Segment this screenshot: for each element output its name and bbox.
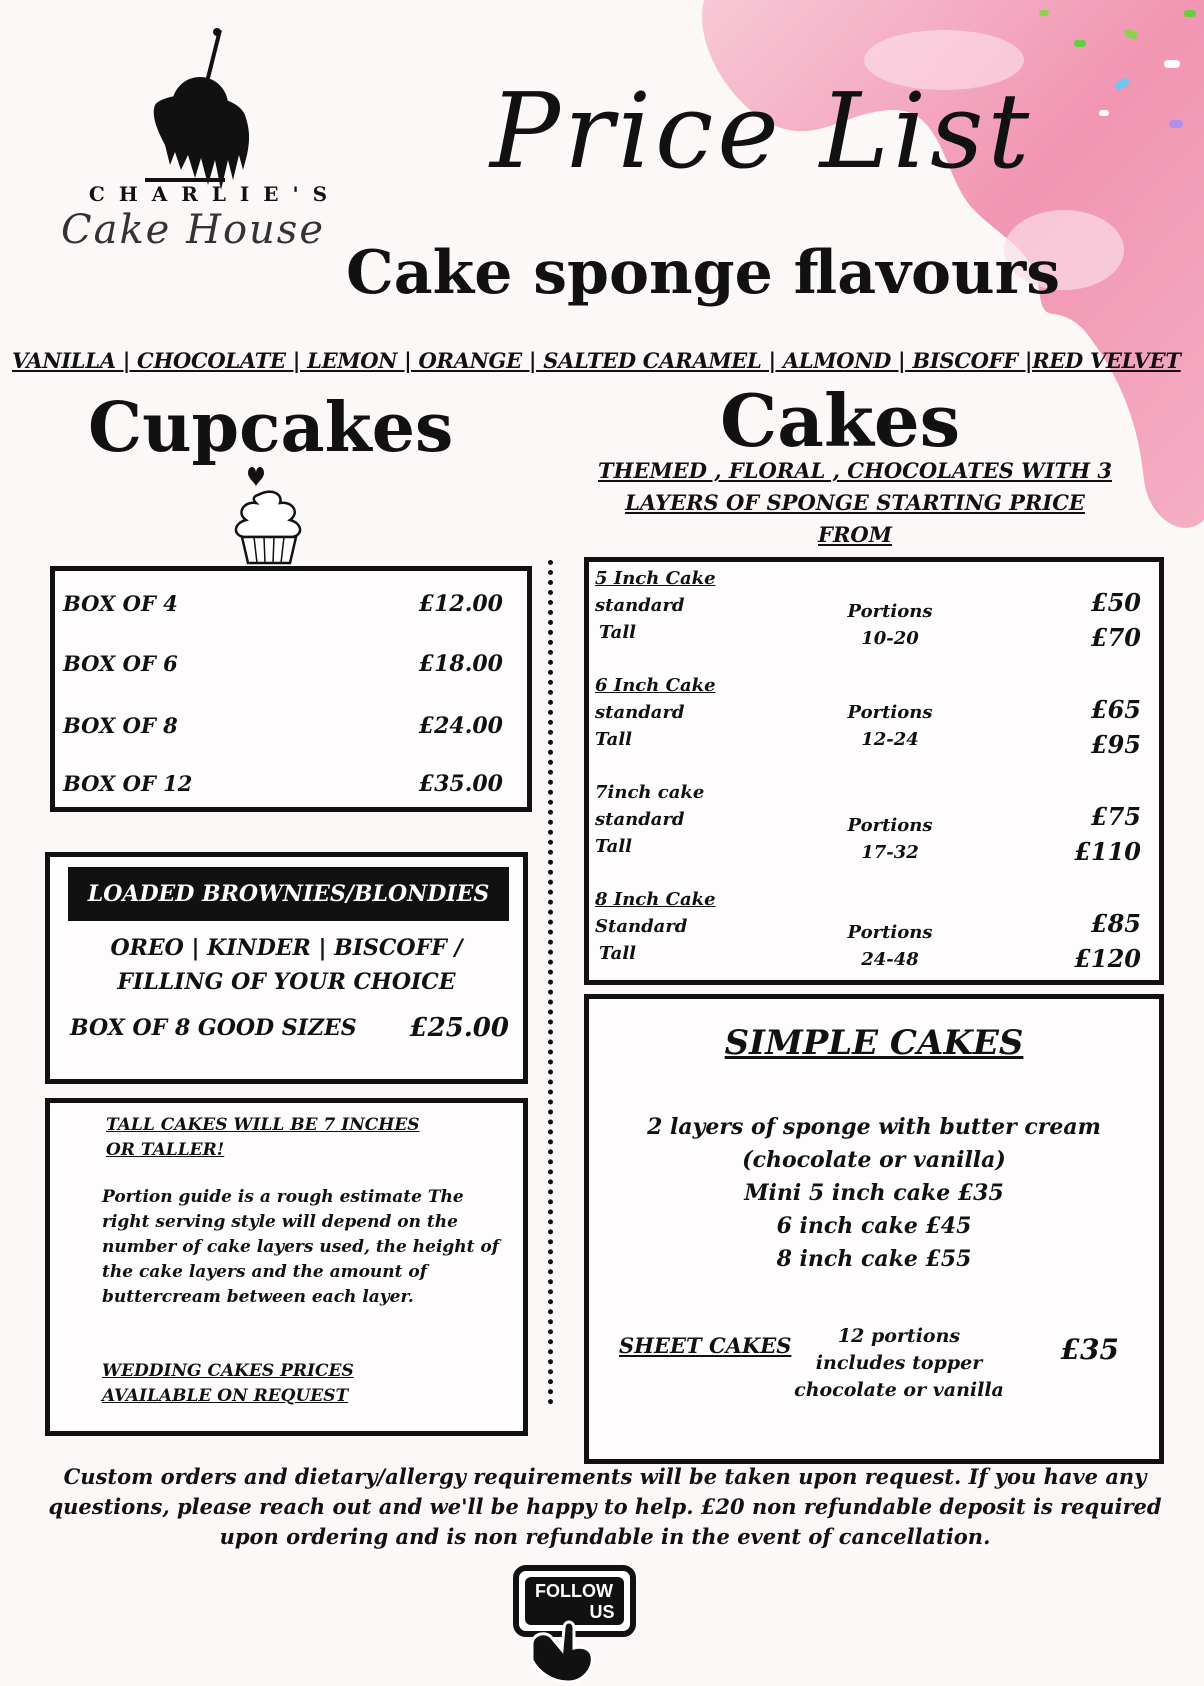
cake-portions-label: Portions [847,702,933,723]
cake-portions-range: 10-20 [861,628,919,649]
cupcake-row-price: £18.00 [418,651,503,677]
portion-guide-note: Portion guide is a rough estimate The right serving style will depend on the number of cake layers used, the height of the cake layers and the amount of buttercream between each layer. [102,1187,500,1307]
cake-portions-label: Portions [847,922,933,943]
page-title: Price List [490,70,1034,192]
cake-portions-range: 24-48 [861,949,919,970]
brownies-fillings [50,931,523,999]
simple-cakes-heading: SIMPLE CAKES [724,1023,1024,1063]
sheet-cakes-label: SHEET CAKES [619,1333,792,1358]
simple-cakes-line: 2 layers of sponge with butter cream [647,1114,1101,1140]
cake-size-name: 8 Inch Cake [595,889,716,910]
cake-price-standard: £85 [1090,909,1141,938]
cake-price-tall: £110 [1074,837,1141,866]
simple-cakes-details [589,1111,1159,1276]
notes-box [45,1098,528,1436]
brownies-box [45,852,528,1084]
cupcake-row-price: £24.00 [418,713,503,739]
cake-size-group [595,782,1155,882]
tall-cakes-note: TALL CAKES WILL BE 7 INCHES OR TALLER! [106,1115,420,1160]
cake-price-standard: £75 [1090,802,1141,831]
cake-size-name: 5 Inch Cake [595,568,716,589]
cake-price-tall: £70 [1090,623,1141,652]
cake-portions [815,812,965,866]
sheet-cakes-price: £35 [1060,1333,1119,1366]
wedding-cakes-note: WEDDING CAKES PRICES AVAILABLE ON REQUEST [102,1361,354,1406]
cake-size-group [595,675,1155,775]
cake-size-name: 6 Inch Cake [595,675,716,696]
cake-tall-label: Tall [599,943,637,964]
cake-portions-range: 12-24 [861,729,919,750]
sheet-cakes-info-line: includes topper [815,1352,983,1374]
cakes-description: THEMED , FLORAL , CHOCOLATES WITH 3 LAYERS OF SPONGE STARTING PRICE FROM [598,458,1112,547]
cupcake-row-label: BOX OF 8 [63,713,178,738]
cake-standard-label: standard [595,702,685,723]
cupcake-row-price: £35.00 [418,771,503,797]
follow-us-line2: US [589,1602,615,1622]
brownies-heading: LOADED BROWNIES/BLONDIES [68,867,509,921]
column-divider [548,560,553,1405]
cake-price-standard: £50 [1090,588,1141,617]
cake-tall-label: Tall [595,836,633,857]
cake-portions-range: 17-32 [861,842,919,863]
cake-portions [815,919,965,973]
cakes-heading: Cakes [720,378,961,463]
cake-tall-label: Tall [599,622,637,643]
simple-cakes-line: (chocolate or vanilla) [742,1147,1006,1173]
brownies-price: £25.00 [409,1013,509,1043]
cupcake-row-label: BOX OF 4 [63,591,178,616]
cake-size-group [595,568,1155,668]
brownies-box-label: BOX OF 8 GOOD SIZES [70,1015,357,1041]
cupcake-price-box [50,566,532,812]
cupcake-row-price: £12.00 [418,591,503,617]
cake-standard-label: standard [595,809,685,830]
brownies-fillings-line: FILLING OF YOUR CHOICE [117,969,456,995]
cake-portions [815,598,965,652]
cake-portions-label: Portions [847,601,933,622]
cake-standard-label: standard [595,595,685,616]
brownies-fillings-line: OREO | KINDER | BISCOFF / [110,935,463,961]
cupcakes-heading: Cupcakes [88,388,454,468]
cake-standard-label: Standard [595,916,688,937]
cake-size-name: 7inch cake [595,782,705,803]
simple-cakes-box [584,994,1164,1464]
cake-size-group [595,889,1155,989]
sheet-cakes-info-line: 12 portions [837,1325,961,1347]
flavours-heading: Cake sponge flavours [346,238,1061,308]
cupcake-row-label: BOX OF 12 [63,771,193,796]
cake-price-standard: £65 [1090,695,1141,724]
simple-cakes-line: 6 inch cake £45 [776,1213,972,1239]
cupcake-icon [228,465,310,565]
cake-portions [815,699,965,753]
follow-us-badge[interactable] [512,1564,637,1686]
cake-tall-label: Tall [595,729,633,750]
simple-cakes-line: Mini 5 inch cake £35 [744,1180,1004,1206]
cake-price-tall: £120 [1074,944,1141,973]
cake-portions-label: Portions [847,815,933,836]
cake-price-tall: £95 [1090,730,1141,759]
cakes-price-box [584,557,1164,985]
logo-subtitle: Cake House [60,207,325,253]
flavours-list: VANILLA | CHOCOLATE | LEMON | ORANGE | SALTED CARAMEL | ALMOND | BISCOFF |RED VELVET [12,348,1181,373]
footer-note: Custom orders and dietary/allergy requirements will be taken upon request. If you have any questions, please reach out and we'll be happy to help. £20 non refundable deposit is required upon ordering and is non refundable in the event of cancellation. [48,1464,1162,1549]
simple-cakes-line: 8 inch cake £55 [776,1246,972,1272]
logo-brand: CHARLIE'S [88,182,342,206]
cupcake-row-label: BOX OF 6 [63,651,178,676]
sheet-cakes-info [789,1323,1009,1404]
sheet-cakes-info-line: chocolate or vanilla [794,1379,1004,1401]
follow-us-line1: FOLLOW [535,1581,613,1601]
